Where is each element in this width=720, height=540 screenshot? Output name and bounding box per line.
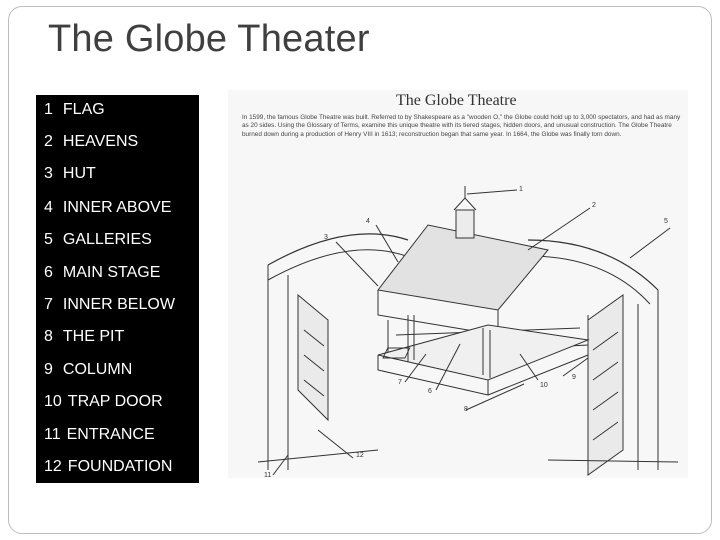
callout-number: 8: [464, 406, 468, 413]
callout-number: 9: [572, 374, 576, 381]
legend-label: COLUMN: [62, 361, 133, 378]
figure-caption: In 1599, the famous Globe Theatre was built. Referred to by Shakespeare as a "wooden O," the Globe could hold up to 3,000 spectators, and had as many as 20 sides. Using the Glossary of Terms, examine this unique theatre with its tiered stages, hidden doors, and unusual construction. The Globe Theatre burned down during a production of Henry VIII in 1613; reconstruction began that same year. In 1664, the Globe was finally torn down.: [242, 114, 681, 138]
legend-label: INNER BELOW: [62, 296, 175, 313]
legend-label: HEAVENS: [62, 133, 139, 150]
legend-number: 4: [44, 199, 53, 216]
callout-number: 3: [324, 234, 328, 241]
legend-number: 8: [44, 328, 53, 345]
legend-item: [44, 101, 105, 119]
callout-number: 12: [356, 452, 364, 459]
legend-number: 6: [44, 264, 53, 281]
legend-number: 7: [44, 296, 53, 313]
legend-item: [44, 426, 155, 444]
legend-item: [44, 231, 152, 249]
legend-label: GALLERIES: [62, 231, 152, 248]
legend-label: TRAP DOOR: [67, 393, 163, 410]
callout-number: 1: [519, 186, 523, 193]
legend-number: 3: [44, 165, 53, 182]
legend-label: HUT: [62, 165, 96, 182]
legend-item: [44, 296, 175, 314]
legend-number: 12: [44, 458, 62, 475]
legend-item: [44, 458, 172, 476]
callout-number: 4: [366, 218, 370, 225]
callout-number: 2: [592, 202, 596, 209]
legend-label: INNER ABOVE: [62, 199, 172, 216]
legend-number: 5: [44, 231, 53, 248]
legend-list: [36, 95, 199, 483]
legend-label: THE PIT: [62, 328, 125, 345]
legend-number: 11: [44, 426, 61, 443]
slide-title: The Globe Theater: [48, 18, 370, 60]
callout-number: 10: [540, 382, 548, 389]
legend-item: [44, 393, 163, 411]
callout-number: 7: [398, 379, 402, 386]
legend-number: 2: [44, 133, 53, 150]
legend-item: [44, 165, 96, 183]
legend-number: 1: [44, 101, 53, 118]
legend-item: [44, 133, 138, 151]
legend-label: ENTRANCE: [66, 426, 155, 443]
globe-theatre-illustration: [228, 90, 688, 478]
legend-label: FOUNDATION: [67, 458, 173, 475]
callout-number: 6: [428, 388, 432, 395]
legend-item: [44, 264, 160, 282]
theatre-drawing: [228, 90, 688, 478]
legend-number: 10: [44, 393, 62, 410]
legend-item: [44, 199, 171, 217]
legend-item: [44, 328, 124, 346]
legend-number: 9: [44, 361, 53, 378]
legend-item: [44, 361, 132, 379]
callout-number: 11: [264, 472, 272, 479]
legend-label: MAIN STAGE: [62, 264, 161, 281]
figure-title: The Globe Theatre: [396, 92, 517, 109]
legend-label: FLAG: [62, 101, 105, 118]
callout-number: 5: [664, 218, 668, 225]
